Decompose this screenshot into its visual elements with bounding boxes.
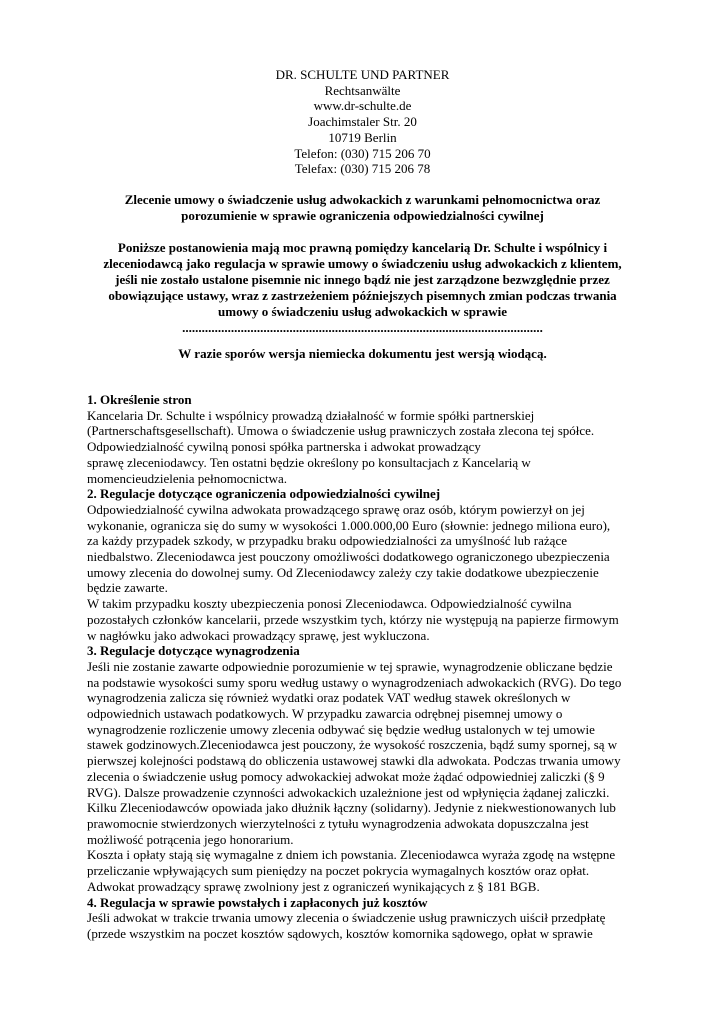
section-3 [87, 643, 687, 894]
firm-city: 10719 Berlin [328, 129, 397, 145]
body-text-line: Adwokat prowadzący sprawę zwolniony jest z ograniczeń wynikających z § 181 BGB. [87, 878, 540, 894]
intro-line: Poniższe postanowienia mają moc prawną pomiędzy kancelarią Dr. Schulte i wspólnicy i [117, 240, 608, 255]
body-text-line: na podstawie wysokości sumy sporu według ustawy o wynagrodzeniach adwokackich (RVG). Do tego [87, 674, 622, 690]
language-notice: W razie sporów wersja niemiecka dokumentu jest wersją wiodącą. [178, 346, 547, 361]
body-text-line: momencieudzielenia pełnomocnictwa. [87, 470, 287, 486]
intro-line: obowiązujące ustawy, wraz z zastrzeżeniem późniejszych pisemnych zmian podczas trwania [108, 288, 617, 303]
body-text-line: (przede wszystkim na poczet kosztów sądowych, kosztów komornika sądowego, opłat w sprawie [87, 925, 593, 941]
dotted-fill-line: ............................................................................................................... [182, 320, 543, 335]
firm-phone: Telefon: (030) 715 206 70 [294, 145, 431, 161]
document-body [87, 392, 687, 942]
body-text-line: Jeśli nie zostanie zawarte odpowiednie porozumienie w tej sprawie, wynagrodzenie obliczane będzie [87, 658, 613, 674]
body-text-line: możliwość potrącenia jego honorarium. [87, 831, 294, 847]
firm-name: DR. SCHULTE UND PARTNER [275, 67, 450, 82]
body-text-line: sprawę zleceniodawcy. Ten ostatni będzie określony po konsultacjach z Kancelarią w [87, 454, 531, 470]
section-heading: 4. Regulacja w sprawie powstałych i zapłaconych już kosztów [87, 894, 428, 910]
body-text-line: Kilku Zleceniodawców opowiada jako dłużnik łączny (solidarny). Jedynie z niekwestionowanych lub [87, 800, 616, 816]
section-heading: 3. Regulacje dotyczące wynagrodzenia [87, 643, 300, 659]
firm-website: www.dr-schulte.de [313, 98, 412, 114]
section-1 [87, 392, 687, 486]
title-line: Zlecenie umowy o świadczenie usług adwokackich z warunkami pełnomocnictwa oraz [124, 192, 601, 207]
document-title [60, 192, 665, 224]
intro-line: umowy o świadczeniu usług adwokackich w sprawie [218, 304, 507, 319]
body-text-line: wynagrodzenia zalicza się również wydatki oraz podatek VAT według stawek określonych w [87, 690, 571, 706]
body-text-line: stawek godzinowych.Zleceniodawca jest pouczony, że wysokość roszczenia, bądź sumy spornej, są w [87, 737, 618, 753]
intro-line: jeśli nie zostało ustalone pisemnie nic innego bądź nie jest zarządzone bezwzględnie przez [115, 272, 610, 287]
body-text-line: umowy zlecenia do dowolnej sumy. Od Zleceniodawcy zależy czy takie dodatkowe ubezpieczenie [87, 564, 599, 580]
intro-line: zleceniodawcą jako regulacja w sprawie umowy o świadczeniu usług adwokackich z klientem, [103, 256, 622, 271]
section-2 [87, 486, 687, 643]
body-text-line: pierwszej kolejności podstawą do obliczenia ustawowej stawki dla adwokata. Podczas trwania umowy [87, 753, 621, 769]
intro-paragraph [60, 240, 665, 336]
body-text-line: Odpowiedzialność cywilną ponosi spółka partnerska i adwokat prowadzący [87, 439, 481, 455]
body-text-line: RVG). Dalsze prowadzenie czynności adwokackich uzależnione jest od wpłynięcia żądanej zaliczki. [87, 784, 610, 800]
body-text-line: wynagrodzenie rozliczenie umowy zlecenia odbywać się będzie według ustalonych w tej umowie [87, 721, 595, 737]
section-heading: 1. Określenie stron [87, 392, 192, 407]
firm-street: Joachimstaler Str. 20 [308, 114, 417, 130]
body-text-line: pozostałych członków kancelarii, przede wszystkim tych, którzy nie występują na papierze firmowym [87, 611, 619, 627]
body-text-line: Jeśli adwokat w trakcie trwania umowy zlecenia o świadczenie usług prawniczych uiścił przedpłatę [87, 910, 606, 926]
title-line: porozumienie w sprawie ograniczenia odpowiedzialności cywilnej [181, 208, 544, 223]
body-text-line: niedbalstwo. Zleceniodawca jest pouczony omożliwości dodatkowego ograniczonego ubezpieczenia [87, 549, 610, 565]
body-text-line: (Partnerschaftsgesellschaft). Umowa o świadczenie usług prawniczych została zlecona tej spółce. [87, 423, 595, 439]
body-text-line: Kancelaria Dr. Schulte i wspólnicy prowadzą działalność w formie spółki partnerskiej [87, 407, 535, 423]
firm-fax: Telefax: (030) 715 206 78 [294, 161, 431, 177]
body-text-line: odpowiednich ustawach podatkowych. W przypadku zawarcia odrębnej pisemnej umowy o [87, 706, 563, 722]
firm-subtitle: Rechtsanwälte [324, 82, 401, 98]
section-4 [87, 895, 687, 942]
body-text-line: wykonanie, ogranicza się do sumy w wysokości 1.000.000,00 Euro (słownie: jednego miliona euro), [87, 517, 611, 533]
body-text-line: prawomocnie stwierdzonych wierzytelności z tytułu wynagrodzenia adwokata dopuszczalna jest [87, 815, 589, 831]
body-text-line: zlecenia o świadczenie usług pomocy adwokackiej adwokat może żądać odpowiedniej zaliczki (§ 9 [87, 768, 605, 784]
body-text-line: przeliczanie wpływających sum pieniędzy na poczet pokrycia wymagalnych kosztów oraz opłat. [87, 863, 590, 879]
letterhead [0, 67, 725, 177]
body-text-line: za każdy przypadek szkody, w przypadku braku odpowiedzialności za umyślność lub rażące [87, 533, 567, 549]
section-heading: 2. Regulacje dotyczące ograniczenia odpowiedzialności cywilnej [87, 486, 441, 502]
body-text-line: Koszta i opłaty stają się wymagalne z dniem ich powstania. Zleceniodawca wyraża zgodę na wstępne [87, 847, 616, 863]
body-text-line: w nagłówku jako adwokaci prowadzący sprawę, jest wykluczona. [87, 627, 430, 643]
body-text-line: Odpowiedzialność cywilna adwokata prowadzącego sprawę oraz osób, którym powierzył on jej [87, 501, 585, 517]
body-text-line: W takim przypadku koszty ubezpieczenia ponosi Zleceniodawca. Odpowiedzialność cywilna [87, 596, 572, 612]
body-text-line: będzie zawarte. [87, 580, 168, 596]
